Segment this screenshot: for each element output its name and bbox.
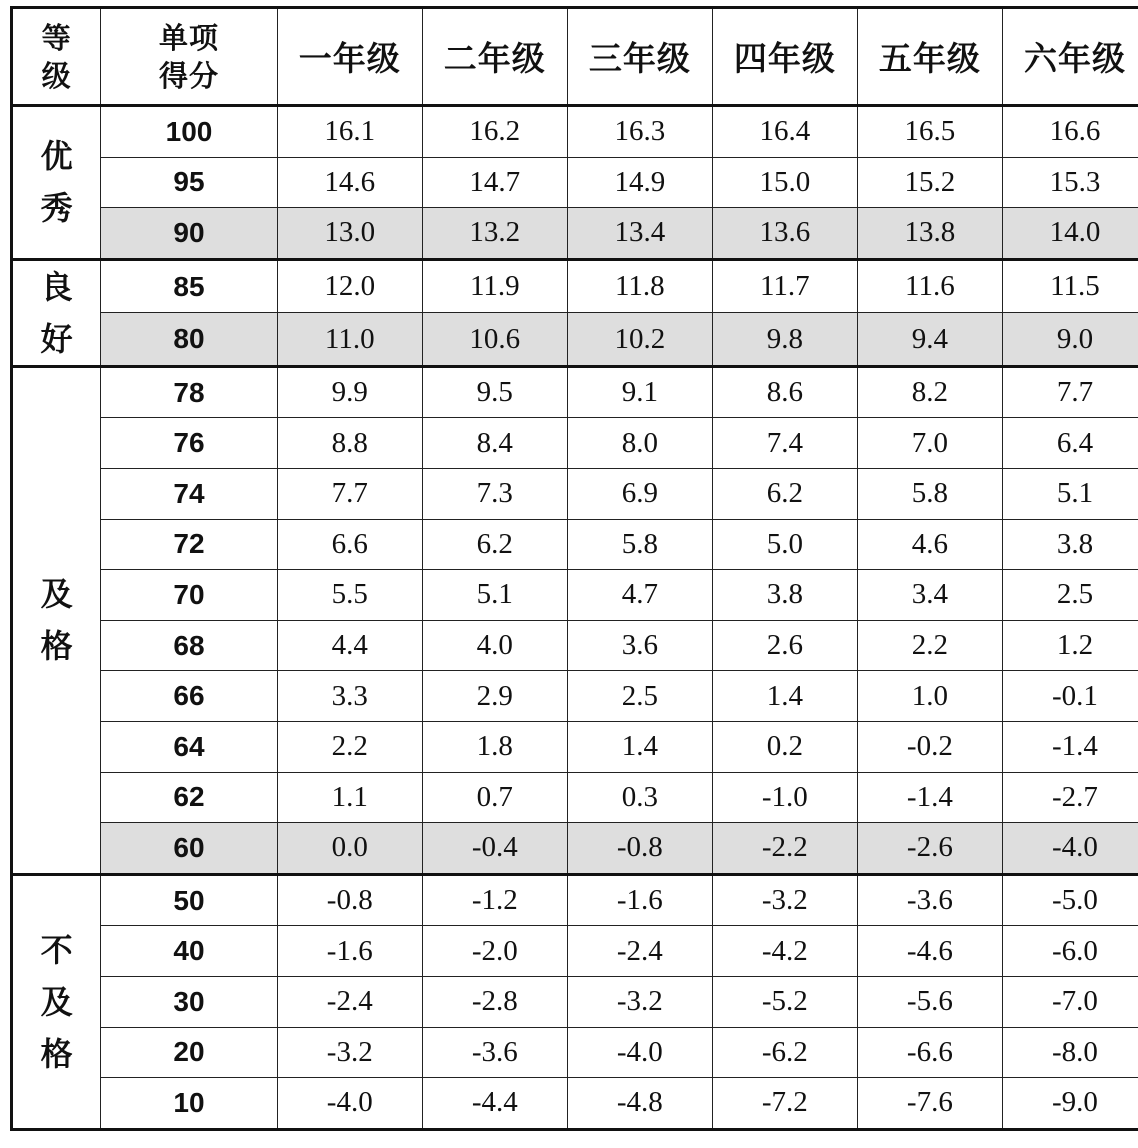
score-cell: 50 <box>101 874 277 926</box>
level-char: 及 <box>40 575 73 614</box>
score-cell: 74 <box>101 468 277 519</box>
value-cell: 6.4 <box>1002 418 1138 469</box>
value-cell: 16.6 <box>1002 106 1138 158</box>
value-cell: 10.6 <box>422 313 567 367</box>
value-cell: 3.3 <box>277 671 422 722</box>
value-cell: -6.6 <box>857 1027 1002 1078</box>
value-cell: 13.6 <box>712 208 857 260</box>
score-cell: 95 <box>101 157 277 208</box>
table-row <box>12 570 1138 621</box>
score-cell: 20 <box>101 1027 277 1078</box>
value-cell: 6.2 <box>422 519 567 570</box>
value-cell: 0.3 <box>567 772 712 823</box>
score-cell: 85 <box>101 259 277 313</box>
value-cell: 2.2 <box>857 620 1002 671</box>
value-cell: 11.5 <box>1002 259 1138 313</box>
value-cell: 3.4 <box>857 570 1002 621</box>
table-row <box>12 823 1138 875</box>
header-grade-6: 六年级 <box>1002 8 1138 106</box>
value-cell: 1.8 <box>422 721 567 772</box>
table-row <box>12 926 1138 977</box>
value-cell: 15.2 <box>857 157 1002 208</box>
value-cell: 9.9 <box>277 366 422 418</box>
level-char: 格 <box>40 1034 73 1073</box>
score-cell: 68 <box>101 620 277 671</box>
score-cell: 80 <box>101 313 277 367</box>
table-row <box>12 772 1138 823</box>
value-cell: 6.9 <box>567 468 712 519</box>
value-cell: 3.8 <box>712 570 857 621</box>
score-cell: 76 <box>101 418 277 469</box>
table-row <box>12 468 1138 519</box>
table-row <box>12 874 1138 926</box>
value-cell: -4.0 <box>277 1078 422 1130</box>
value-cell: 0.2 <box>712 721 857 772</box>
value-cell: 16.3 <box>567 106 712 158</box>
table-header <box>12 8 1138 106</box>
value-cell: -3.2 <box>567 976 712 1027</box>
value-cell: 14.6 <box>277 157 422 208</box>
value-cell: 8.0 <box>567 418 712 469</box>
value-cell: 7.7 <box>1002 366 1138 418</box>
value-cell: 5.0 <box>712 519 857 570</box>
header-grade-1: 一年级 <box>277 8 422 106</box>
value-cell: 2.5 <box>567 671 712 722</box>
header-score-line: 单项 <box>158 20 219 55</box>
value-cell: 11.9 <box>422 259 567 313</box>
value-cell: -1.0 <box>712 772 857 823</box>
value-cell: 16.4 <box>712 106 857 158</box>
value-cell: -3.2 <box>277 1027 422 1078</box>
value-cell: -4.6 <box>857 926 1002 977</box>
value-cell: -8.0 <box>1002 1027 1138 1078</box>
value-cell: 1.0 <box>857 671 1002 722</box>
table-row <box>12 1027 1138 1078</box>
value-cell: -1.2 <box>422 874 567 926</box>
value-cell: -4.2 <box>712 926 857 977</box>
table-body <box>12 106 1138 1130</box>
level-cell <box>12 366 101 874</box>
value-cell: 13.8 <box>857 208 1002 260</box>
value-cell: 0.7 <box>422 772 567 823</box>
value-cell: -3.6 <box>857 874 1002 926</box>
value-cell: 13.2 <box>422 208 567 260</box>
value-cell: 8.8 <box>277 418 422 469</box>
value-cell: -2.4 <box>277 976 422 1027</box>
header-grade-3: 三年级 <box>567 8 712 106</box>
value-cell: 7.4 <box>712 418 857 469</box>
value-cell: -0.1 <box>1002 671 1138 722</box>
header-level-line: 等 <box>41 20 72 55</box>
value-cell: 13.0 <box>277 208 422 260</box>
value-cell: 9.0 <box>1002 313 1138 367</box>
value-cell: -2.7 <box>1002 772 1138 823</box>
value-cell: -0.8 <box>567 823 712 875</box>
value-cell: -6.0 <box>1002 926 1138 977</box>
value-cell: 11.6 <box>857 259 1002 313</box>
value-cell: 9.5 <box>422 366 567 418</box>
table-row <box>12 976 1138 1027</box>
score-cell: 30 <box>101 976 277 1027</box>
value-cell: -7.0 <box>1002 976 1138 1027</box>
score-cell: 100 <box>101 106 277 158</box>
value-cell: -0.4 <box>422 823 567 875</box>
value-cell: 9.4 <box>857 313 1002 367</box>
value-cell: 12.0 <box>277 259 422 313</box>
table-row <box>12 671 1138 722</box>
level-cell <box>12 106 101 260</box>
value-cell: -4.0 <box>1002 823 1138 875</box>
table-row <box>12 519 1138 570</box>
value-cell: 16.2 <box>422 106 567 158</box>
value-cell: -5.2 <box>712 976 857 1027</box>
score-table <box>10 6 1138 1131</box>
value-cell: -4.8 <box>567 1078 712 1130</box>
value-cell: -2.6 <box>857 823 1002 875</box>
header-score <box>101 8 277 106</box>
table-row <box>12 721 1138 772</box>
value-cell: -5.6 <box>857 976 1002 1027</box>
table-row <box>12 366 1138 418</box>
value-cell: 2.6 <box>712 620 857 671</box>
score-cell: 60 <box>101 823 277 875</box>
value-cell: -1.4 <box>857 772 1002 823</box>
value-cell: 7.3 <box>422 468 567 519</box>
level-char: 不 <box>40 930 73 969</box>
value-cell: 8.6 <box>712 366 857 418</box>
score-cell: 66 <box>101 671 277 722</box>
score-cell: 90 <box>101 208 277 260</box>
value-cell: -1.6 <box>277 926 422 977</box>
level-char: 及 <box>40 982 73 1021</box>
value-cell: 6.6 <box>277 519 422 570</box>
value-cell: 4.4 <box>277 620 422 671</box>
score-cell: 40 <box>101 926 277 977</box>
value-cell: 2.9 <box>422 671 567 722</box>
value-cell: 1.4 <box>712 671 857 722</box>
value-cell: 14.7 <box>422 157 567 208</box>
value-cell: 14.0 <box>1002 208 1138 260</box>
value-cell: -3.2 <box>712 874 857 926</box>
table-row <box>12 1078 1138 1130</box>
score-cell: 64 <box>101 721 277 772</box>
value-cell: 8.4 <box>422 418 567 469</box>
value-cell: -9.0 <box>1002 1078 1138 1130</box>
header-grade-5: 五年级 <box>857 8 1002 106</box>
value-cell: -2.0 <box>422 926 567 977</box>
value-cell: 15.0 <box>712 157 857 208</box>
header-row <box>12 8 1138 106</box>
value-cell: -2.8 <box>422 976 567 1027</box>
value-cell: -4.4 <box>422 1078 567 1130</box>
table-row <box>12 620 1138 671</box>
value-cell: 1.4 <box>567 721 712 772</box>
value-cell: -0.2 <box>857 721 1002 772</box>
header-level-line: 级 <box>41 58 72 93</box>
value-cell: 4.0 <box>422 620 567 671</box>
score-cell: 72 <box>101 519 277 570</box>
level-char: 秀 <box>40 189 73 228</box>
value-cell: 6.2 <box>712 468 857 519</box>
header-level <box>12 8 101 106</box>
level-char: 优 <box>40 137 73 176</box>
value-cell: -2.4 <box>567 926 712 977</box>
level-char: 好 <box>40 319 73 358</box>
value-cell: 1.1 <box>277 772 422 823</box>
table-row <box>12 259 1138 313</box>
value-cell: 11.7 <box>712 259 857 313</box>
level-char: 良 <box>40 267 73 306</box>
value-cell: 5.1 <box>1002 468 1138 519</box>
value-cell: 7.7 <box>277 468 422 519</box>
value-cell: 4.7 <box>567 570 712 621</box>
header-score-line: 得分 <box>158 58 219 93</box>
value-cell: -7.6 <box>857 1078 1002 1130</box>
value-cell: 2.5 <box>1002 570 1138 621</box>
value-cell: 5.5 <box>277 570 422 621</box>
level-char: 格 <box>40 627 73 666</box>
value-cell: 1.2 <box>1002 620 1138 671</box>
value-cell: 5.1 <box>422 570 567 621</box>
score-cell: 78 <box>101 366 277 418</box>
value-cell: 0.0 <box>277 823 422 875</box>
score-cell: 62 <box>101 772 277 823</box>
value-cell: -3.6 <box>422 1027 567 1078</box>
value-cell: -1.4 <box>1002 721 1138 772</box>
value-cell: 4.6 <box>857 519 1002 570</box>
score-cell: 70 <box>101 570 277 621</box>
value-cell: 15.3 <box>1002 157 1138 208</box>
value-cell: 14.9 <box>567 157 712 208</box>
value-cell: -1.6 <box>567 874 712 926</box>
value-cell: 5.8 <box>567 519 712 570</box>
value-cell: -0.8 <box>277 874 422 926</box>
value-cell: 11.0 <box>277 313 422 367</box>
value-cell: 10.2 <box>567 313 712 367</box>
value-cell: -5.0 <box>1002 874 1138 926</box>
value-cell: -4.0 <box>567 1027 712 1078</box>
value-cell: -6.2 <box>712 1027 857 1078</box>
value-cell: 9.8 <box>712 313 857 367</box>
value-cell: 3.8 <box>1002 519 1138 570</box>
value-cell: 3.6 <box>567 620 712 671</box>
value-cell: 13.4 <box>567 208 712 260</box>
table-row <box>12 208 1138 260</box>
level-cell <box>12 874 101 1129</box>
value-cell: 8.2 <box>857 366 1002 418</box>
table-row <box>12 313 1138 367</box>
header-grade-4: 四年级 <box>712 8 857 106</box>
value-cell: 16.5 <box>857 106 1002 158</box>
value-cell: -7.2 <box>712 1078 857 1130</box>
value-cell: 5.8 <box>857 468 1002 519</box>
header-grade-2: 二年级 <box>422 8 567 106</box>
level-cell <box>12 259 101 366</box>
score-cell: 10 <box>101 1078 277 1130</box>
table-row <box>12 157 1138 208</box>
table-row <box>12 106 1138 158</box>
table-row <box>12 418 1138 469</box>
value-cell: 16.1 <box>277 106 422 158</box>
value-cell: 11.8 <box>567 259 712 313</box>
value-cell: 7.0 <box>857 418 1002 469</box>
value-cell: 9.1 <box>567 366 712 418</box>
value-cell: -2.2 <box>712 823 857 875</box>
value-cell: 2.2 <box>277 721 422 772</box>
